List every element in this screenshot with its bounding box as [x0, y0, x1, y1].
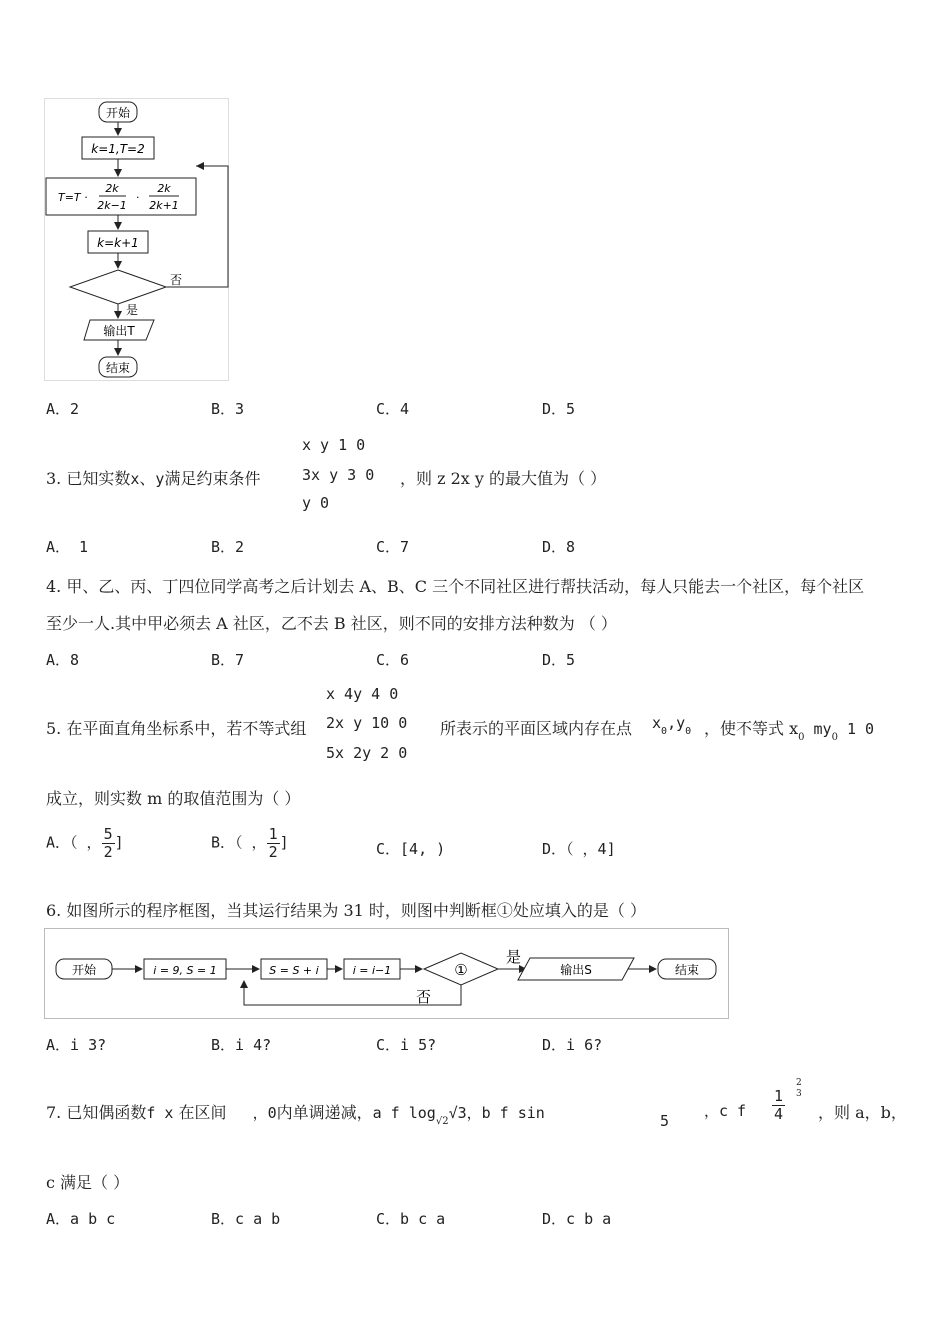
- q5-opt-b-den: 2: [268, 842, 278, 861]
- fc1-yes-label: 是: [126, 303, 139, 317]
- fc1-end-text: 结束: [105, 361, 131, 375]
- q5-point: [652, 714, 692, 737]
- q7-exponent: [796, 1078, 802, 1100]
- q7-option-d: D．c b a: [542, 1210, 612, 1228]
- q5-opt-a-post: ]: [114, 833, 124, 852]
- q5-suffix-1: ，使不等式 x: [704, 719, 799, 738]
- q6-text: 6. 如图所示的程序框图，当其运行结果为 31 时，则图中判断框①处应填入的是（ ）: [46, 901, 646, 920]
- q3-stem: [46, 466, 260, 489]
- fc1-frac2-den: 2k+1: [149, 199, 179, 212]
- q7-pi-den: 5: [660, 1112, 670, 1130]
- q5-option-d: D．（ ，4]: [542, 840, 616, 858]
- q5-option-a: [46, 826, 124, 860]
- fc2-sum-text: S = S + i: [269, 964, 319, 977]
- q6-option-a: A．i 3?: [46, 1036, 107, 1054]
- q6-option-b: B．i 4?: [211, 1036, 272, 1054]
- fc1-start-text: 开始: [105, 106, 131, 120]
- q5-option-c: C．[4, ): [376, 840, 446, 858]
- q2-option-c: C．4: [376, 400, 410, 418]
- q7-frac-den: 4: [774, 1104, 784, 1123]
- fc1-init-text: k=1,T=2: [91, 142, 145, 156]
- q7-prefix: 7. 已知偶函数: [46, 1103, 147, 1122]
- fc1-increment-text: k=k+1: [97, 236, 139, 250]
- q7-frac-num: 1: [774, 1087, 784, 1105]
- q5-opt-b-num: 1: [268, 825, 278, 843]
- q3-option-d: D．8: [542, 538, 576, 556]
- q5-suffix: [704, 716, 875, 743]
- q4-option-c: C．6: [376, 651, 410, 669]
- fc2-init-text: i = 9, S = 1: [153, 964, 217, 977]
- q7-option-b: B．c a b: [211, 1210, 281, 1228]
- q5-ineq1: x 4y 4 0: [326, 685, 399, 703]
- q5-opt-a-num: 5: [103, 825, 113, 843]
- q5-opt-a-pre: A．（ ，: [46, 833, 102, 852]
- svg-text:·: ·: [136, 191, 140, 204]
- q3-cond1: x y 1 0: [302, 436, 366, 454]
- q2-option-d: D．5: [542, 400, 576, 418]
- fc1-update-prefix: T=T ·: [58, 191, 88, 204]
- q7-exp-num: 2: [796, 1078, 802, 1088]
- flowchart-1: [44, 98, 234, 382]
- fc2-dec-text: i = i−1: [352, 964, 392, 977]
- q3-cond3: y 0: [302, 494, 330, 512]
- q5-point-x: x: [652, 714, 662, 732]
- q2-option-a: A．2: [46, 400, 80, 418]
- q7-c-frac: [772, 1088, 785, 1122]
- fc2-decision-text: ①: [454, 961, 468, 979]
- q7-mid2: 内单调递减，: [276, 1103, 373, 1122]
- fc1-decision: [70, 270, 166, 304]
- q5-middle: 所表示的平面区域内存在点: [440, 719, 633, 738]
- q7-fx: f x: [146, 1104, 174, 1122]
- q7-suffix: ，则 a，b，: [818, 1103, 907, 1122]
- q3-var-x: x: [130, 470, 140, 488]
- fc2-yes-label: 是: [506, 948, 522, 966]
- q7-option-a: A．a b c: [46, 1210, 116, 1228]
- q7-exp-den: 3: [796, 1088, 802, 1099]
- q7-stem: [46, 1100, 545, 1127]
- q5-suffix-3: 1 0: [837, 720, 875, 738]
- q5-ineq2: 2x y 10 0: [326, 714, 408, 732]
- q6-option-c: C．i 5?: [376, 1036, 437, 1054]
- q5-line2: 成立，则实数 m 的取值范围为（ ）: [46, 789, 301, 808]
- q5-opt-a-den: 2: [103, 842, 113, 861]
- q5-point-x-sub: 0: [661, 726, 668, 737]
- q3-cond2: 3x y 3 0: [302, 466, 375, 484]
- q5-opt-b-pre: B．（ ，: [211, 833, 267, 852]
- q4-option-b: B．7: [211, 651, 245, 669]
- q5-point-y: ,y: [667, 714, 686, 732]
- q3-middle: 满足约束条件: [164, 469, 261, 488]
- q7-sqrt3: √3: [448, 1104, 467, 1122]
- q5-suffix-2: my: [804, 720, 832, 738]
- fc1-frac1-num: 2k: [105, 182, 119, 195]
- q4-line2: 至少一人.其中甲必须去 A 社区，乙不去 B 社区，则不同的安排方法种数为 （ ）: [46, 614, 617, 633]
- fc2-end-text: 结束: [674, 963, 700, 977]
- q7-option-c: C．b c a: [376, 1210, 446, 1228]
- q3-suffix: ，则 z 2x y 的最大值为（ ）: [400, 469, 607, 488]
- fc2-start-text: 开始: [71, 963, 97, 977]
- q7-b-expr: ，b f sin: [466, 1104, 545, 1122]
- q7-a-expr: a f log: [372, 1104, 436, 1122]
- q7-interval: ，0: [252, 1104, 277, 1122]
- q3-prefix: 3. 已知实数: [46, 469, 131, 488]
- fc2-output-text: 输出S: [560, 963, 592, 977]
- q3-sep: 、: [139, 469, 156, 488]
- q5-suffix-sub1: 0: [798, 732, 805, 743]
- q2-option-b: B．3: [211, 400, 245, 418]
- q3-var-y: y: [155, 470, 165, 488]
- q4-line1: 4. 甲、乙、丙、丁四位同学高考之后计划去 A、B、C 三个不同社区进行帮扶活动，每人只能去一个社区，每个社区: [46, 577, 865, 596]
- q4-option-d: D．5: [542, 651, 576, 669]
- q5-prefix: 5. 在平面直角坐标系中，若不等式组: [46, 719, 307, 738]
- q3-option-c: C．7: [376, 538, 410, 556]
- q5-opt-b-post: ]: [279, 833, 289, 852]
- q5-ineq3: 5x 2y 2 0: [326, 744, 408, 762]
- q3-option-b: B．2: [211, 538, 245, 556]
- q5-point-y-sub: 0: [685, 726, 692, 737]
- q7-log-base: √2: [435, 1116, 449, 1127]
- q7-line2: c 满足（ ）: [46, 1173, 130, 1192]
- fc1-frac2-num: 2k: [157, 182, 171, 195]
- q4-option-a: A．8: [46, 651, 80, 669]
- q6-option-d: D．i 6?: [542, 1036, 603, 1054]
- flowchart-2: [44, 928, 730, 1020]
- q5-suffix-sub2: 0: [831, 732, 838, 743]
- q7-c-expr: ，c f: [704, 1102, 747, 1120]
- q3-option-a: A． 1: [46, 538, 89, 556]
- fc1-no-label: 否: [170, 273, 183, 287]
- fc1-frac1-den: 2k−1: [97, 199, 127, 212]
- q7-mid1: 在区间: [178, 1103, 227, 1122]
- q5-option-b: [211, 826, 289, 860]
- fc2-no-label: 否: [416, 988, 432, 1006]
- fc1-output-text: 输出T: [103, 324, 135, 338]
